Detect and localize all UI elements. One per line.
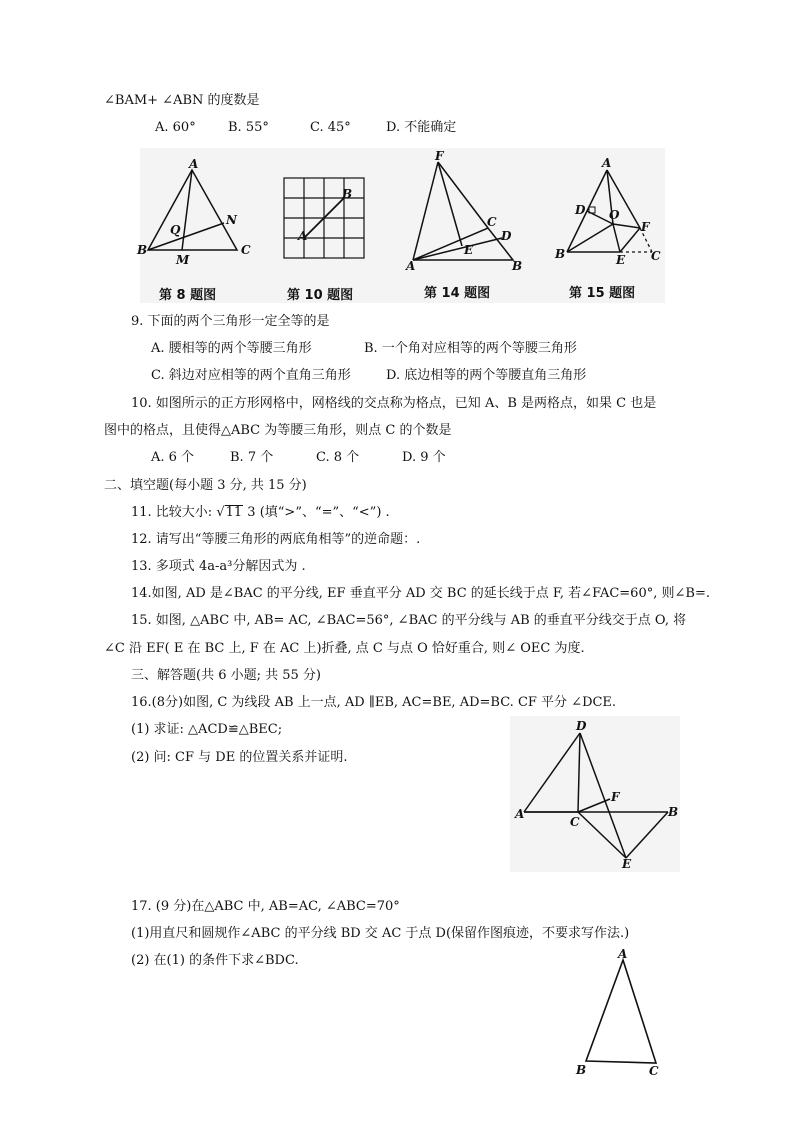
section-3-heading: 三、解答题(共 6 小题; 共 55 分) [131,668,321,683]
q11-prefix: 11. 比较大小: [131,505,217,520]
q12: 12. 请写出“等腰三角形的两底角相等”的逆命题：. [131,532,421,547]
fig17-label-c: C [649,1064,659,1078]
fig14-label-a: A [406,259,416,273]
q9-option-c: C. 斜边对应相等的两个直角三角形 [151,368,351,383]
q17-stem: 17. (9 分)在△ABC 中, AB=AC, ∠ABC=70° [131,899,400,914]
q9-option-b: B. 一个角对应相等的两个等腰三角形 [364,341,577,356]
fig8-label-n: N [226,213,237,227]
q11-suffix: 3 (填“>”、“=”、“<”) . [243,505,390,520]
fig15-label-o: O [609,208,620,222]
q11-radicand: 11 [225,505,243,520]
fig14-label-d: D [501,229,512,243]
fig16-label-c: C [570,815,580,829]
fig15-label-f: F [641,220,650,234]
figure-14 [400,148,530,273]
fig14-label-e: E [464,243,474,257]
figure-8 [137,150,260,270]
fig8-label-q: Q [170,223,181,237]
q16-part2: (2) 问: CF 与 DE 的位置关系并证明. [131,750,348,765]
q15-line1: 15. 如图, △ABC 中, AB= AC, ∠BAC=56°, ∠BAC 的平分线与 AB 的垂直平分线交于点 O, 将 [131,613,687,628]
q10-option-a: A. 6 个 [151,450,195,465]
caption-fig15: 第 15 题图 [569,286,636,301]
q8-option-d: D. 不能确定 [386,120,457,135]
fig16-label-f: F [611,790,620,804]
fig14-label-b: B [512,259,523,273]
fig17-label-b: B [576,1063,587,1077]
q17-part1: (1)用直尺和圆规作∠ABC 的平分线 BD 交 AC 于点 D(保留作图痕迹，不要求写作法.) [131,926,630,941]
q10-stem-line1: 10. 如图所示的正方形网格中，网格线的交点称为格点，已知 A、B 是两格点，如果 C 也是 [131,396,657,411]
figure-17 [570,944,670,1080]
caption-fig8: 第 8 题图 [159,288,217,303]
fig16-label-d: D [576,719,587,733]
fig15-label-a: A [602,156,612,170]
q14: 14.如图, AD 是∠BAC 的平分线, EF 垂直平分 AD 交 BC 的延长线于点 F, 若∠FAC=60°, 则∠B=. [131,586,710,601]
q8-stem-tail: ∠BAM+ ∠ABN 的度数是 [104,93,260,108]
q8-option-c: C. 45° [310,120,351,135]
fig15-label-c: C [651,249,661,263]
fig10-label-a: A [298,229,308,243]
caption-fig10: 第 10 题图 [287,288,354,303]
q9-option-a: A. 腰相等的两个等腰三角形 [151,341,312,356]
fig8-label-a: A [189,157,199,171]
figure-10 [284,178,368,262]
q9-option-d: D. 底边相等的两个等腰直角三角形 [386,368,587,383]
q10-stem-line2: 图中的格点，且使得△ABC 为等腰三角形，则点 C 的个数是 [104,423,452,438]
fig8-label-c: C [241,243,251,257]
fig8-label-m: M [176,253,190,267]
fig16-label-b: B [668,805,679,819]
q10-option-c: C. 8 个 [316,450,360,465]
fig15-label-d: D [575,203,586,217]
q9-stem: 9. 下面的两个三角形一定全等的是 [131,314,330,329]
caption-fig14: 第 14 题图 [424,286,491,301]
fig14-label-c: C [487,215,497,229]
figure-15 [555,152,665,270]
fig10-label-b: B [342,187,353,201]
sqrt-symbol: √ [216,505,225,520]
fig16-label-e: E [622,857,632,871]
q16-stem: 16.(8分)如图, C 为线段 AB 上一点, AD ∥EB, AC=BE, AD=BC. CF 平分 ∠DCE. [131,695,617,710]
q8-option-b: B. 55° [228,120,269,135]
q17-part2: (2) 在(1) 的条件下求∠BDC. [131,953,299,968]
fig15-label-e: E [616,253,626,267]
q10-option-d: D. 9 个 [402,450,446,465]
q15-line2: ∠C 沿 EF( E 在 BC 上, F 在 AC 上)折叠, 点 C 与点 O 恰好重合, 则∠ OEC 为度. [104,641,585,656]
q16-part1: (1) 求证: △ACD≌△BEC; [131,722,283,737]
fig17-label-a: A [618,947,628,961]
q8-option-a: A. 60° [155,120,196,135]
fig14-label-f: F [435,149,444,163]
q10-option-b: B. 7 个 [230,450,274,465]
q13: 13. 多项式 4a-a³分解因式为 . [131,559,306,574]
fig15-label-b: B [555,247,566,261]
fig8-label-b: B [137,243,148,257]
fig16-label-a: A [515,807,525,821]
q11 [131,505,390,521]
section-2-heading: 二、填空题(每小题 3 分, 共 15 分) [104,478,307,493]
figure-16 [510,716,680,872]
